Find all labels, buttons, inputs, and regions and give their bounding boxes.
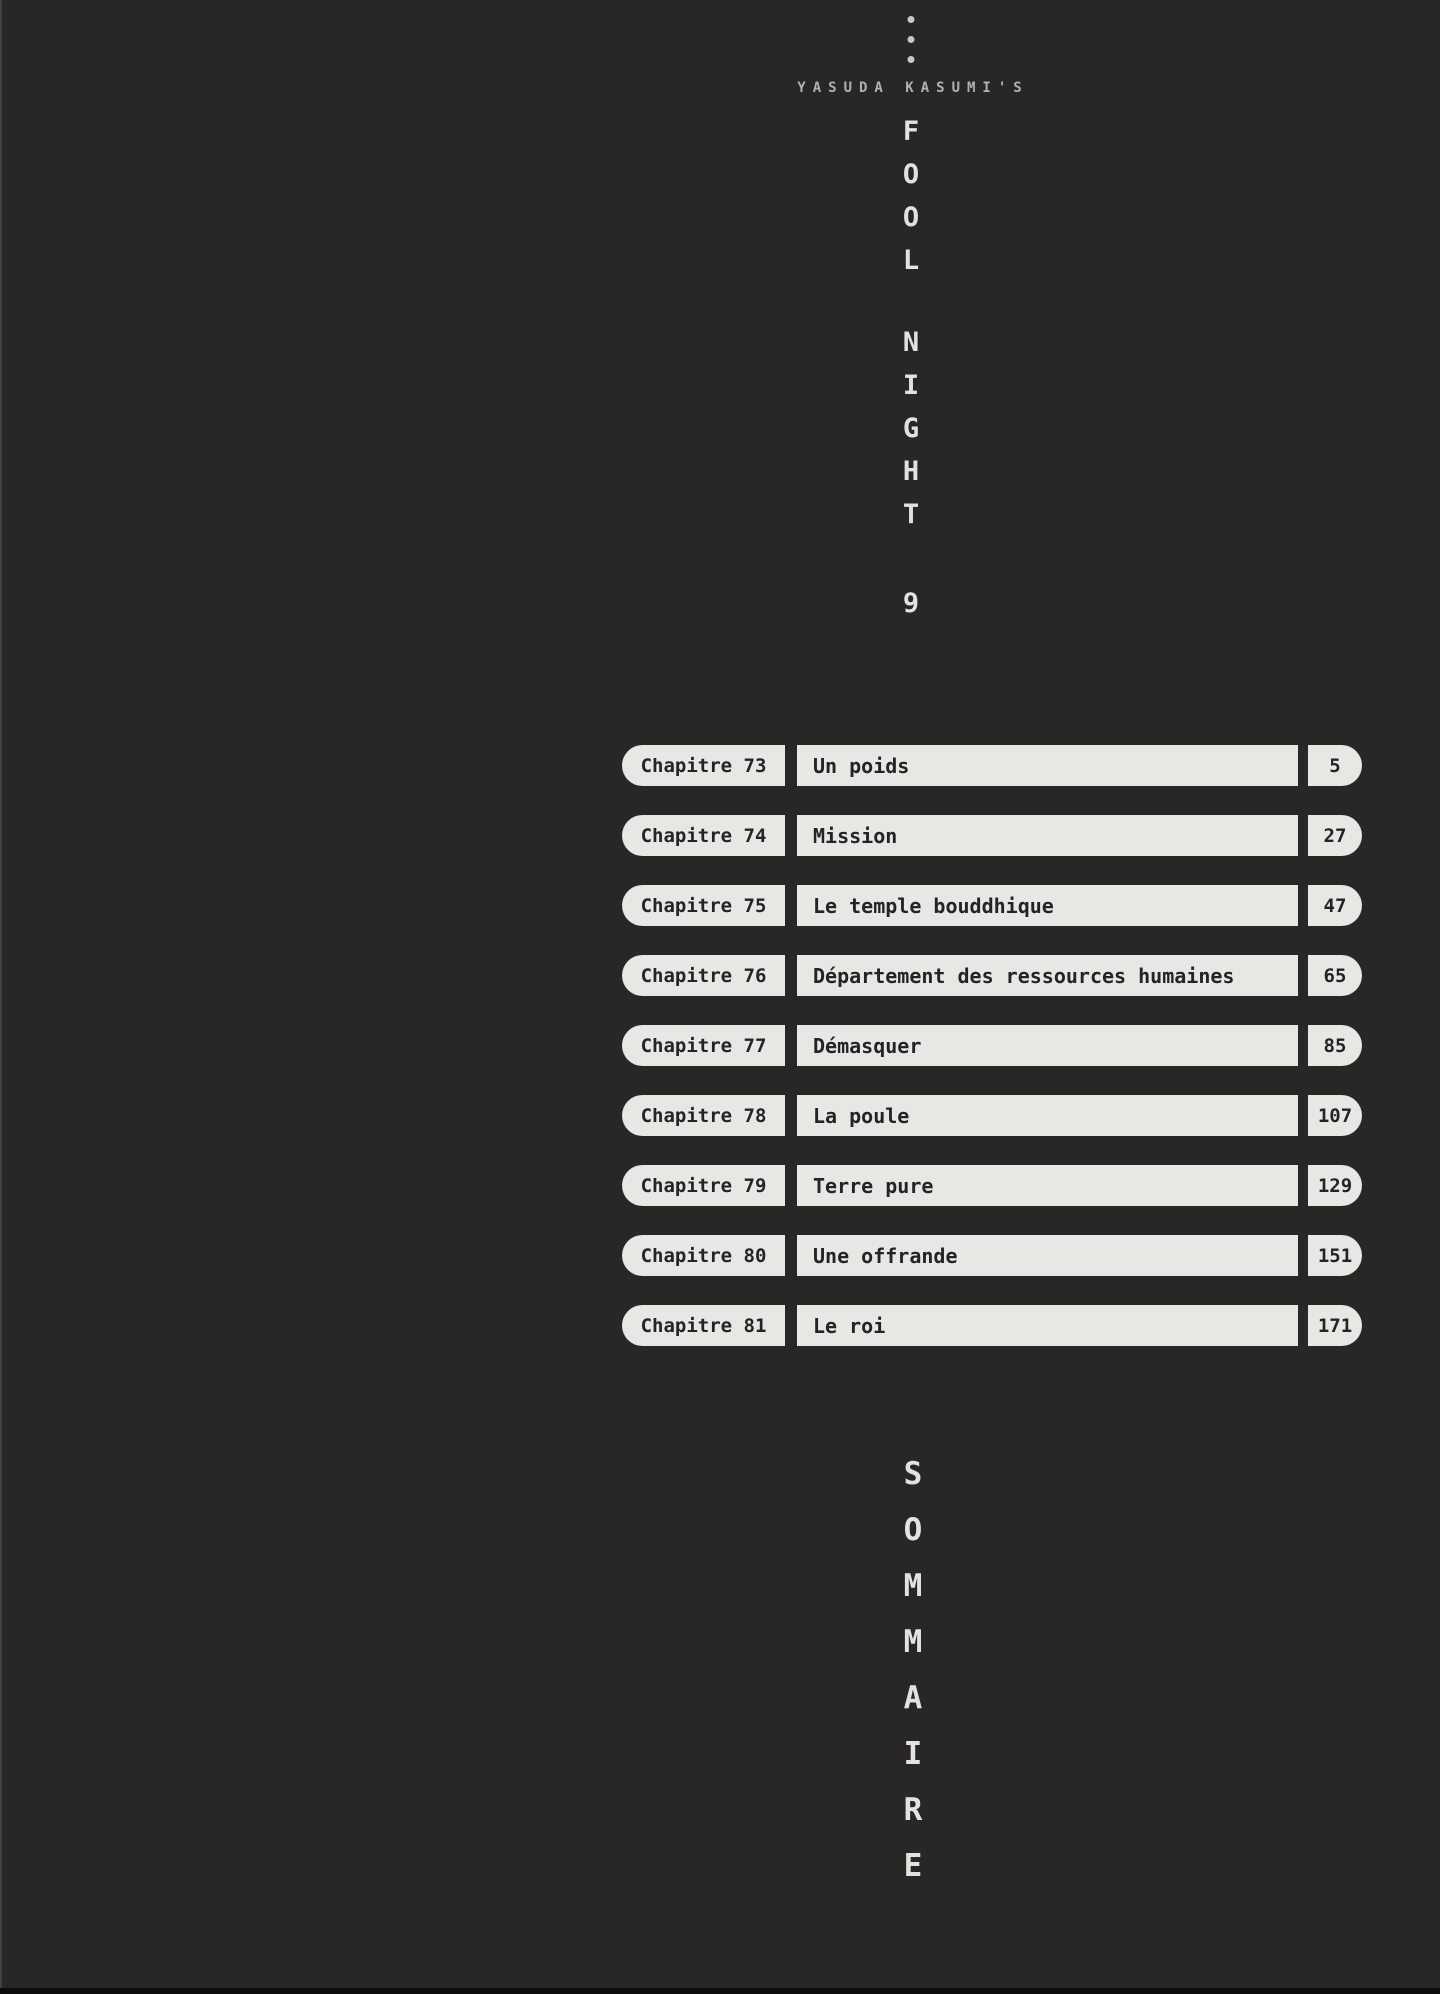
chapter-page-pill: 5 (1308, 745, 1362, 786)
chapter-title-bar: Le roi (797, 1305, 1298, 1346)
dot-icon (908, 16, 915, 23)
chapter-label-pill: Chapitre 79 (622, 1165, 785, 1206)
chapter-title-bar: Le temple bouddhique (797, 885, 1298, 926)
chapter-label-pill: Chapitre 74 (622, 815, 785, 856)
chapter-title-bar: La poule (797, 1095, 1298, 1136)
chapter-label-pill: Chapitre 81 (622, 1305, 785, 1346)
chapter-page-pill: 129 (1308, 1165, 1362, 1206)
toc-row (622, 1235, 1362, 1276)
chapter-label-pill: Chapitre 77 (622, 1025, 785, 1066)
toc-row (622, 815, 1362, 856)
chapter-page-pill: 171 (1308, 1305, 1362, 1346)
chapter-title-bar: Démasquer (797, 1025, 1298, 1066)
chapter-page-pill: 85 (1308, 1025, 1362, 1066)
chapter-page-pill: 107 (1308, 1095, 1362, 1136)
chapter-title-bar: Département des ressources humaines (797, 955, 1298, 996)
chapter-page-pill: 27 (1308, 815, 1362, 856)
toc-row (622, 885, 1362, 926)
author-line: YASUDA KASUMI'S (797, 80, 1029, 96)
chapter-label-pill: Chapitre 76 (622, 955, 785, 996)
dot-icon (908, 56, 915, 63)
toc-list (622, 745, 1362, 1375)
page-left-edge-line (0, 0, 2, 1994)
title-word-night: N I G H T (902, 327, 920, 530)
chapter-label-pill: Chapitre 73 (622, 745, 785, 786)
chapter-label-pill: Chapitre 78 (622, 1095, 785, 1136)
toc-row (622, 1025, 1362, 1066)
chapter-page-pill: 65 (1308, 955, 1362, 996)
chapter-title-bar: Mission (797, 815, 1298, 856)
chapter-label-pill: Chapitre 80 (622, 1235, 785, 1276)
page-bottom-edge-bar (0, 1988, 1440, 1994)
sommaire-letters: S O M M A I R E (903, 1456, 923, 1884)
title-word-fool: F O O L (902, 116, 920, 276)
volume-number: 9 (902, 588, 920, 619)
chapter-title-bar: Un poids (797, 745, 1298, 786)
sommaire-vertical-label (904, 1446, 923, 1894)
toc-row (622, 1165, 1362, 1206)
toc-row (622, 1305, 1362, 1346)
chapter-page-pill: 47 (1308, 885, 1362, 926)
chapter-title-bar: Une offrande (797, 1235, 1298, 1276)
vertical-title (903, 110, 919, 625)
chapter-label-pill: Chapitre 75 (622, 885, 785, 926)
toc-row (622, 1095, 1362, 1136)
toc-row (622, 955, 1362, 996)
chapter-page-pill: 151 (1308, 1235, 1362, 1276)
vertical-dots-ornament (908, 16, 915, 63)
chapter-title-bar: Terre pure (797, 1165, 1298, 1206)
toc-row (622, 745, 1362, 786)
dot-icon (908, 36, 915, 43)
